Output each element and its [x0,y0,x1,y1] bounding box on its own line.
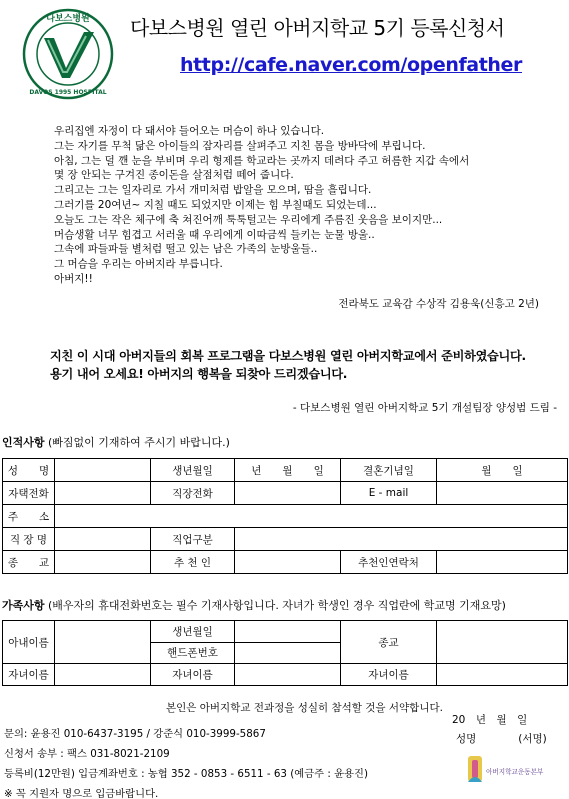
announcement-line: 용기 내어 오세요! 아버지의 행복을 되찾아 드리겠습니다. [50,367,348,381]
recommender-label: 추 천 인 [151,551,235,574]
child-name-field[interactable] [55,664,151,686]
father-school-logo [464,752,560,788]
poem-credit: 전라북도 교육감 수상작 김용욱(신흥고 2년) [338,298,539,310]
contact-phone: 문의: 윤용진 010-6437-3195 / 강준식 010-3999-5867 [4,728,266,740]
wife-religion-field[interactable] [437,621,568,664]
wife-label: 아내이름 [3,621,55,664]
deposit-notice: ※ 꼭 지원자 명으로 입금바랍니다. [4,788,159,799]
footer-logo-text: 아버지학교운동본부 [486,768,544,776]
poem-line: 아침, 그는 덜 깬 눈을 부비며 우리 형제를 학교라는 곳까지 데려다 주고 허름한 지갑 속에서 [54,154,470,167]
signature-mark: (서명) [518,733,547,745]
personal-info-table [2,458,568,574]
job-type-field[interactable] [235,528,568,551]
workplace-label: 직 장 명 [3,528,55,551]
wife-mobile-field[interactable] [235,642,341,664]
announcement-signature: - 다보스병원 열린 아버지학교 5기 개설팀장 양성범 드림 - [292,402,557,414]
recommender-contact-label: 추천인연락처 [341,551,437,574]
workplace-field[interactable] [55,528,151,551]
wife-mobile-label: 핸드폰번호 [151,642,235,664]
religion-field[interactable] [55,551,151,574]
personal-note: (빠짐없이 기재하여 주시기 바랍니다.) [48,436,230,449]
recommender-contact-field[interactable] [437,551,568,574]
religion-label: 종 교 [3,551,55,574]
email-label: E - mail [341,482,437,505]
recommender-field[interactable] [235,551,341,574]
family-section-heading [2,597,506,613]
poem-line: 우리집엔 자정이 다 돼서야 들어오는 머슴이 하나 있습니다. [54,125,325,137]
work-phone-label: 직장전화 [151,482,235,505]
fee-info: 등록비(12만원) 입금계좌번호 : 농협 352 - 0853 - 6511 - 63 (예금주 : 윤용진) [4,768,368,780]
child-label: 자녀이름 [341,664,437,686]
wife-religion-label: 종교 [341,621,437,664]
family-note: (배우자의 휴대전화번호는 필수 기재사항입니다. 자녀가 학생인 경우 직업란에 학교명 기재요망) [48,599,506,612]
address-field[interactable] [55,505,568,528]
logo-bottom-text: DAVOS 1995 HOSPITAL [29,89,107,96]
poem [54,124,534,287]
cafe-url-link[interactable]: http://cafe.naver.com/openfather [180,54,522,76]
poem-line: 아버지!! [54,272,93,285]
wedding-label: 결혼기념일 [341,459,437,482]
fax-info: 신청서 송부 : 팩스 031-8021-2109 [4,748,170,760]
email-field[interactable] [437,482,568,505]
pledge-text: 본인은 아버지학교 전과정을 성실히 참석할 것을 서약합니다. [166,702,443,714]
home-phone-label: 자택전화 [3,482,55,505]
personal-heading: 인적사항 [2,436,45,449]
work-phone-field[interactable] [235,482,341,505]
child-label: 자녀이름 [3,664,55,686]
family-info-table [2,620,568,686]
birth-field[interactable]: 년 월 일 [235,459,341,482]
announcement [50,347,526,383]
form-title: 다보스병원 열린 아버지학교 5기 등록신청서 [130,16,505,40]
poem-line: 그러기를 20여년~ 지칠 때도 되었지만 이제는 힘 부칠때도 되었는데... [54,198,377,211]
wife-birth-label: 생년월일 [151,621,235,643]
wedding-field[interactable]: 월 일 [437,459,568,482]
poem-line: 오늘도 그는 작은 체구에 축 쳐진어깨 툭툭털고는 우리에게 주름진 웃음을 보이지만... [54,213,443,226]
name-label: 성 명 [3,459,55,482]
address-label: 주 소 [3,505,55,528]
home-phone-field[interactable] [55,482,151,505]
announcement-line: 지친 이 시대 아버지들의 회복 프로그램을 다보스병원 열린 아버지학교에서 준비하였습니다. [50,349,526,363]
signature-label: 성명 [456,733,477,745]
job-type-label: 직업구분 [151,528,235,551]
child-name-field[interactable] [437,664,568,686]
wife-name-field[interactable] [55,621,151,664]
poem-line: 몇 장 안되는 구겨진 종이돈을 살점처럼 떼어 줍니다. [54,169,294,182]
poem-line: 그는 자기를 무척 닮은 아이들의 잠자리를 살펴주고 지친 몸을 방바닥에 부립니다. [54,139,426,152]
date-line: 20 년 월 일 [452,714,528,726]
poem-line: 머슴생활 너무 힘겹고 서러울 때 우리에게 이따금씩 들키는 눈물 방울.. [54,228,375,241]
poem-line: 그리고는 그는 일자리로 가서 개미처럼 밥알을 모으며, 땀을 흘립니다. [54,184,372,197]
poem-line: 그속에 파들파들 별처럼 떨고 있는 남은 가족의 눈방울들.. [54,243,318,256]
signature-line [456,731,547,746]
child-label: 자녀이름 [151,664,235,686]
contact-info [4,724,368,799]
name-field[interactable] [55,459,151,482]
birth-label: 생년월일 [151,459,235,482]
family-heading: 가족사항 [2,599,45,612]
hospital-logo [22,8,114,100]
child-name-field[interactable] [235,664,341,686]
logo-top-text: 다보스병원 [46,14,90,24]
poem-line: 그 머슴을 우리는 아버지라 부릅니다. [54,258,223,271]
wife-birth-field[interactable] [235,621,341,643]
personal-section-heading [2,434,230,450]
